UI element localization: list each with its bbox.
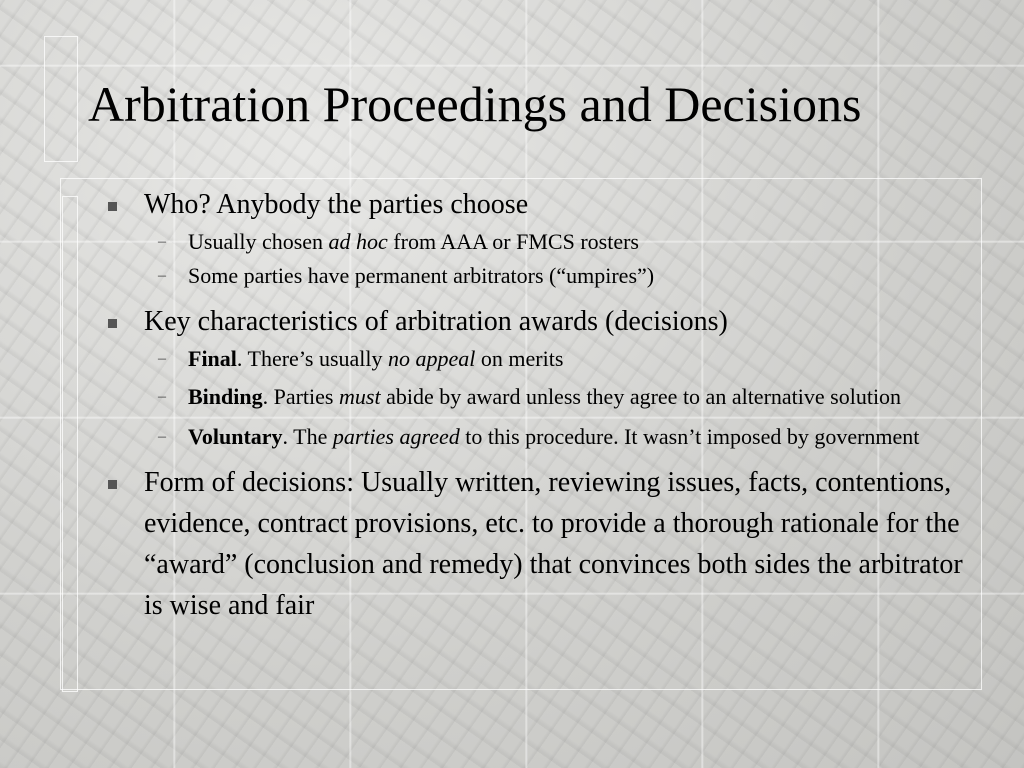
sub-text: to this procedure. It wasn’t imposed by government — [459, 424, 920, 449]
bullet-key-characteristics — [100, 301, 980, 342]
sub-bullet-binding — [100, 380, 980, 414]
bullet-form-of-decisions — [100, 462, 980, 626]
sub-text: abide by award unless they agree to an alternative solution — [380, 384, 902, 409]
sub-bold: Binding — [188, 384, 263, 409]
sub-bullet-voluntary — [100, 420, 980, 454]
dash-marker-icon: – — [158, 428, 166, 445]
sub-bullet-ad-hoc — [100, 225, 980, 259]
dash-marker-icon: – — [158, 350, 166, 367]
bullet-who — [100, 184, 980, 225]
slide-body — [100, 184, 980, 626]
dash-marker-icon: – — [158, 267, 166, 284]
sub-text: on merits — [475, 346, 564, 371]
square-bullet-icon — [108, 202, 117, 211]
sub-bold: Voluntary — [188, 424, 283, 449]
sub-text: . The — [282, 424, 333, 449]
sub-text: . Parties — [262, 384, 339, 409]
square-bullet-icon — [108, 319, 117, 328]
sub-text: . There’s usually — [236, 346, 389, 371]
sub-emphasis: no appeal — [388, 346, 476, 371]
side-bar — [62, 196, 78, 692]
slide-title: Arbitration Proceedings and Decisions — [88, 76, 862, 132]
title-frame — [44, 36, 78, 162]
square-bullet-icon — [108, 480, 117, 489]
dash-marker-icon: – — [158, 233, 166, 250]
dash-marker-icon: – — [158, 388, 166, 405]
sub-text: Usually chosen — [188, 229, 329, 254]
sub-text: from AAA or FMCS rosters — [387, 229, 639, 254]
sub-emphasis: ad hoc — [328, 229, 388, 254]
sub-text: Some parties have permanent arbitrators (“umpires”) — [188, 263, 655, 288]
sub-bullet-final — [100, 342, 980, 376]
sub-emphasis: must — [339, 384, 381, 409]
bullet-text: Form of decisions: Usually written, reviewing issues, facts, contentions, evidence, contract provisions, etc. to provide a thorough rationale for the “award” (conclusion and remedy) that convinces both sides the arbitrator is wise and fair — [144, 467, 963, 621]
bullet-text: Key characteristics of arbitration awards (decisions) — [144, 306, 728, 337]
sub-bold: Final — [188, 346, 237, 371]
sub-emphasis: parties agreed — [332, 424, 460, 449]
bullet-text: Who? Anybody the parties choose — [144, 189, 529, 220]
sub-bullet-umpires — [100, 259, 980, 293]
